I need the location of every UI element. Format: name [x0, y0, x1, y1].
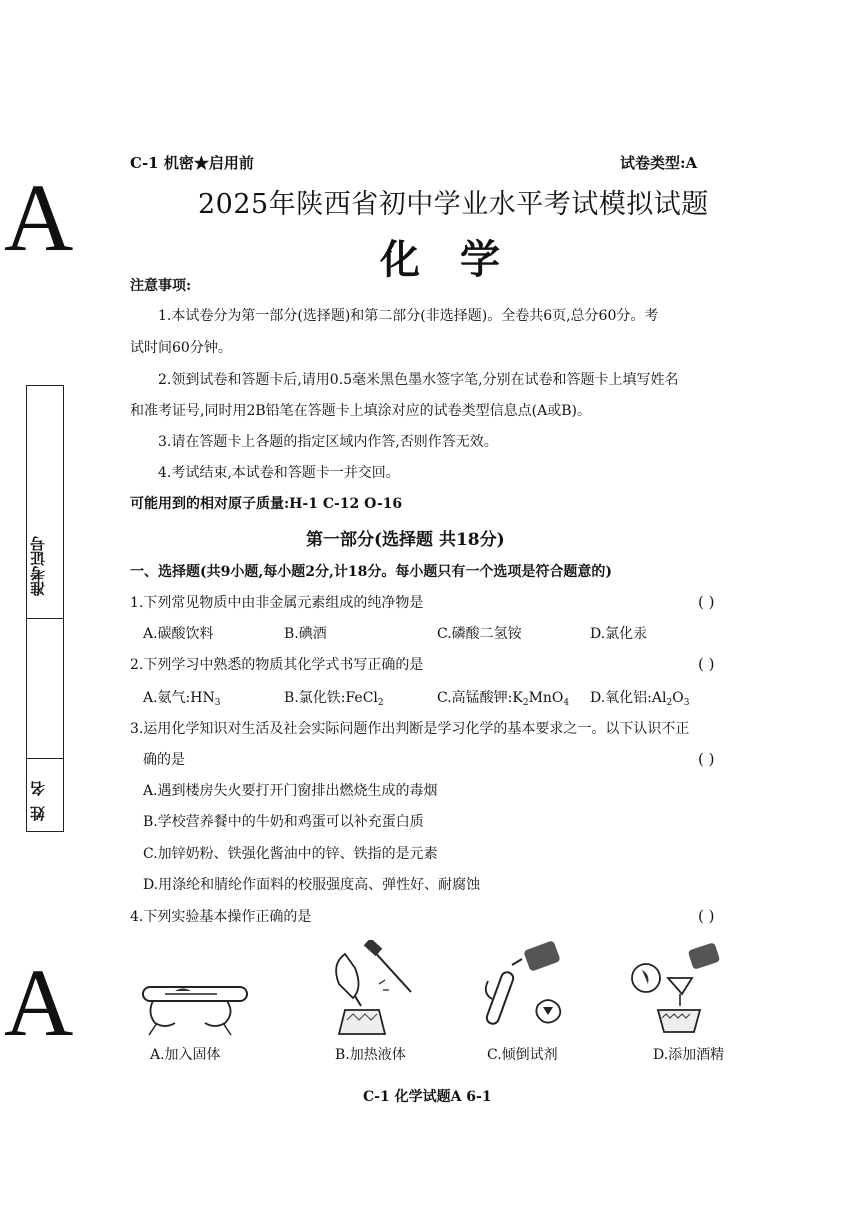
answer-blank: ( ) — [698, 907, 715, 925]
divider — [27, 618, 63, 619]
part-one-title: 第一部分(选择题 共18分) — [306, 530, 505, 550]
adding-solid-illustration — [135, 965, 255, 1037]
question-3-stem-cont: 确的是 — [143, 752, 185, 768]
section-heading: 一、选择题(共9小题,每小题2分,计18分。每小题只有一个选项是符合题意的) — [130, 564, 612, 580]
q2-option-b: B.氯化铁:FeCl$_2$ — [284, 690, 384, 708]
exam-type-letter-bottom: A — [4, 949, 74, 1056]
notice-heading: 注意事项: — [130, 278, 192, 294]
exam-id-label: 准考证号 — [29, 536, 47, 596]
q1-option-a: A.碳酸饮料 — [143, 626, 214, 642]
answer-blank: ( ) — [698, 655, 715, 673]
question-4-stem: 4.下列实验基本操作正确的是 — [130, 909, 312, 925]
heating-liquid-illustration — [325, 940, 420, 1038]
subject-title: 化学 — [380, 236, 540, 283]
notice-item-1-cont: 试时间60分钟。 — [130, 340, 232, 356]
name-label: 姓名 — [29, 771, 47, 821]
figure-b-caption: B.加热液体 — [335, 1047, 406, 1063]
notice-item-2: 2.领到试卷和答题卡后,请用0.5毫米黑色墨水签字笔,分别在试卷和答题卡上填写姓名 — [158, 372, 679, 388]
q1-option-c: C.磷酸二氢铵 — [437, 626, 522, 642]
notice-item-2-cont: 和准考证号,同时用2B铅笔在答题卡上填涂对应的试卷类型信息点(A或B)。 — [130, 403, 591, 419]
exam-title: 2025年陕西省初中学业水平考试模拟试题 — [198, 189, 709, 220]
paper-type: 试卷类型:A — [620, 154, 698, 172]
confidentiality-mark: C-1 机密★启用前 — [130, 154, 254, 172]
q2-option-a: A.氨气$:HN_3$ — [143, 690, 221, 708]
q3-option-d: D.用涤纶和腈纶作面料的校服强度高、弹性好、耐腐蚀 — [143, 877, 481, 893]
q1-option-b: B.碘酒 — [284, 626, 327, 642]
candidate-info-box — [26, 385, 64, 832]
q1-option-d: D.氯化汞 — [590, 626, 648, 642]
answer-blank: ( ) — [698, 593, 715, 611]
notice-item-1: 1.本试卷分为第一部分(选择题)和第二部分(非选择题)。全卷共6页,总分60分。考 — [158, 308, 659, 324]
atomic-mass-note: 可能用到的相对原子质量:H-1 C-12 O-16 — [130, 496, 403, 512]
q2-option-d: D.氧化铝$:Al_2O_3$ — [590, 690, 690, 708]
question-2-stem: 2.下列学习中熟悉的物质其化学式书写正确的是 — [130, 657, 424, 673]
exam-type-letter-top: A — [4, 164, 74, 271]
notice-item-4: 4.考试结束,本试卷和答题卡一并交回。 — [158, 465, 400, 481]
page-footer: C-1 化学试题A 6-1 — [363, 1089, 492, 1105]
figure-c-caption: C.倾倒试剂 — [487, 1047, 558, 1063]
divider — [27, 758, 63, 759]
q3-option-c: C.加锌奶粉、铁强化酱油中的锌、铁指的是元素 — [143, 846, 438, 862]
q2-option-c: C.高锰酸钾$:K_2MnO_4$ — [437, 690, 570, 708]
adding-alcohol-illustration — [628, 940, 728, 1036]
q3-option-b: B.学校营养餐中的牛奶和鸡蛋可以补充蛋白质 — [143, 814, 424, 830]
figure-a-caption: A.加入固体 — [150, 1047, 221, 1063]
pouring-reagent-illustration — [480, 935, 580, 1035]
question-3-stem: 3.运用化学知识对生活及社会实际问题作出判断是学习化学的基本要求之一。以下认识不正 — [130, 721, 690, 737]
answer-blank: ( ) — [698, 750, 715, 768]
q3-option-a: A.遇到楼房失火要打开门窗排出燃烧生成的毒烟 — [143, 783, 438, 799]
question-1-stem: 1.下列常见物质中由非金属元素组成的纯净物是 — [130, 595, 424, 611]
figure-d-caption: D.添加酒精 — [653, 1047, 725, 1063]
notice-item-3: 3.请在答题卡上各题的指定区域内作答,否则作答无效。 — [158, 434, 498, 450]
